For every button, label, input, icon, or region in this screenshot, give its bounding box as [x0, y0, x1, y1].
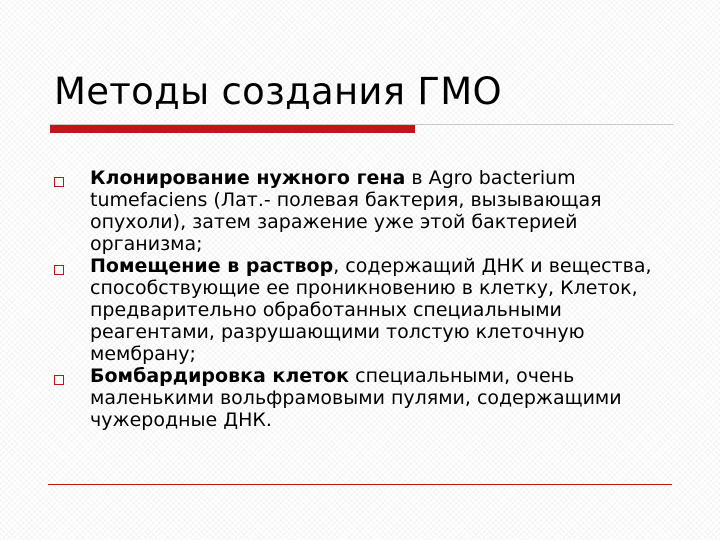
hollow-square-bullet-icon [54, 265, 64, 275]
bullet-item-cloning [54, 167, 664, 255]
bullet-item-bombardment [54, 365, 664, 431]
hollow-square-bullet-icon [54, 375, 64, 385]
bullet-body-text: специальными, очень маленькими вольфрамовыми пулями, содержащими чужеродные ДНК. [90, 365, 622, 431]
bullet-body-text: , содержащий ДНК и вещества, способствующие ее проникновению в клетку, Клеток, предварительно обработанных специальными реагентами, разрушающими толстую клеточную мембрану; [90, 255, 652, 365]
bullet-bold-text: Помещение в раствор [90, 255, 334, 277]
bottom-divider-line [48, 484, 672, 485]
bullet-bold-text: Бомбардировка клеток [90, 365, 350, 387]
title-accent-bar [50, 125, 415, 133]
bullet-list [54, 167, 664, 431]
hollow-square-bullet-icon [54, 177, 64, 187]
bullet-item-solution [54, 255, 664, 365]
bullet-bold-text: Клонирование нужного гена [90, 167, 406, 189]
bullet-body-text: в Agro bacterium tumefaciens (Лат.- полевая бактерия, вызывающая опухоли), затем заражение уже этой бактерией организма; [90, 167, 602, 255]
slide-title: Методы создания ГМО [54, 70, 502, 113]
